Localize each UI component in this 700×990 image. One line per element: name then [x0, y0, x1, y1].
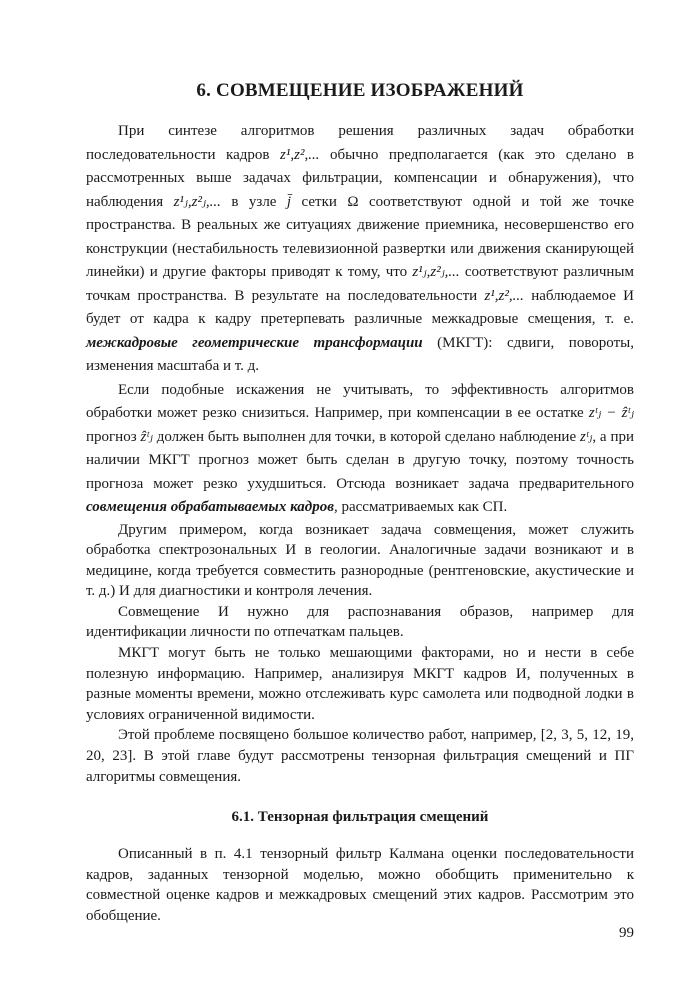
section-paragraph: Описанный в п. 4.1 тензорный фильтр Калмана оценки последовательности кадров, заданных тензорной моделью, можно обобщить применительно к совместной оценке кадров и межкадровых смещений этих кадров. Рассмотрим это обобщение.	[86, 846, 634, 924]
p1-text-6: наблюдаемое И будет от кадра к кадру претерпевать различные межкадровые смещения, т. е.	[86, 287, 634, 327]
p1-text-4: сетки Ω соответствуют одной и той же точке пространства. В реальных же ситуациях движение приемника, несовершенство его конструкции (нестабильность телевизионной развертки или движения сканирующей линейки) и другие факторы приводят к тому, что	[86, 193, 635, 280]
p2-text-4: , а при наличии МКГТ прогноз может быть сделан в другую точку, поэтому точность прогноза может резко ухудшиться. Отсюда возникает задача предварительного	[86, 428, 635, 492]
paragraph-2	[86, 379, 634, 520]
p1-formula-5: z¹,z²,...	[484, 287, 524, 304]
p2-text-5: , рассматриваемых как СП.	[333, 499, 508, 515]
p1-formula-1: z¹,z²,...	[280, 146, 320, 163]
p2-formula-3: zᵗⱼ	[579, 428, 593, 445]
p1-formula-2: z¹ⱼ,z²ⱼ,...	[173, 193, 221, 210]
paragraph-5: МКГТ могут быть не только мешающими факторами, но и нести в себе полезную информацию. Например, анализируя МКГТ кадров И, полученных в разные моменты времени, можно отслеживать курс самолета или подводной лодки в условиях ограниченной видимости.	[86, 645, 634, 723]
p1-text-7: (МКГТ): сдвиги, повороты, изменения масштаба и т. д.	[86, 334, 634, 374]
p1-emphasis: межкадровые геометрические трансформации	[86, 334, 423, 351]
paragraph-6: Этой проблеме посвящено большое количество работ, например, [2, 3, 5, 12, 19, 20, 23]. В этой главе будут рассмотрены тензорная фильтрация смещений и ПГ алгоритмы совмещения.	[86, 727, 634, 785]
page-number: 99	[619, 925, 634, 941]
p2-emphasis: совмещения обрабатываемых кадров	[86, 499, 334, 515]
p1-text-5: соответствуют различным точкам пространства. В результате на последовательности	[86, 264, 634, 304]
p1-text-1: При синтезе алгоритмов решения различных задач обработки последовательности кадров	[86, 123, 634, 163]
section-title: 6.1. Тензорная фильтрация смещений	[231, 809, 489, 826]
paragraph-1	[86, 120, 634, 379]
p2-formula-1: zᵗⱼ − ẑᵗⱼ	[588, 405, 634, 421]
page-body	[86, 80, 634, 927]
p2-text-2: прогноз	[86, 428, 141, 445]
p1-text-2: обычно предполагается (как это сделано в рассмотренных выше задачах фильтрации, компенсации и обнаружения), что наблюдения	[86, 146, 634, 210]
p1-text-3: в узле	[220, 193, 287, 210]
p2-text-1: Если подобные искажения не учитывать, то эффективность алгоритмов обработки может резко снизиться. Например, при компенсации в ее остатке	[86, 381, 634, 421]
paragraph-4: Совмещение И нужно для распознавания образов, например для идентификации личности по отпечаткам пальцев.	[86, 603, 634, 641]
chapter-title: 6. СОВМЕЩЕНИЕ ИЗОБРАЖЕНИЙ	[196, 80, 524, 101]
p2-formula-2: ẑᵗⱼ	[140, 428, 153, 445]
p2-text-3: должен быть выполнен для точки, в которой сделано наблюдение	[152, 428, 580, 445]
p1-formula-3: j̄	[286, 193, 292, 210]
p1-formula-4: z¹ⱼ,z²ⱼ,...	[412, 264, 460, 280]
paragraph-3: Другим примером, когда возникает задача совмещения, может служить обработка спектрозональных И в геологии. Аналогичные задачи возникают и в медицине, когда требуется совместить разнородные (рентгеновские, акустические и т. д.) И для диагностики и контроля лечения.	[86, 521, 634, 600]
